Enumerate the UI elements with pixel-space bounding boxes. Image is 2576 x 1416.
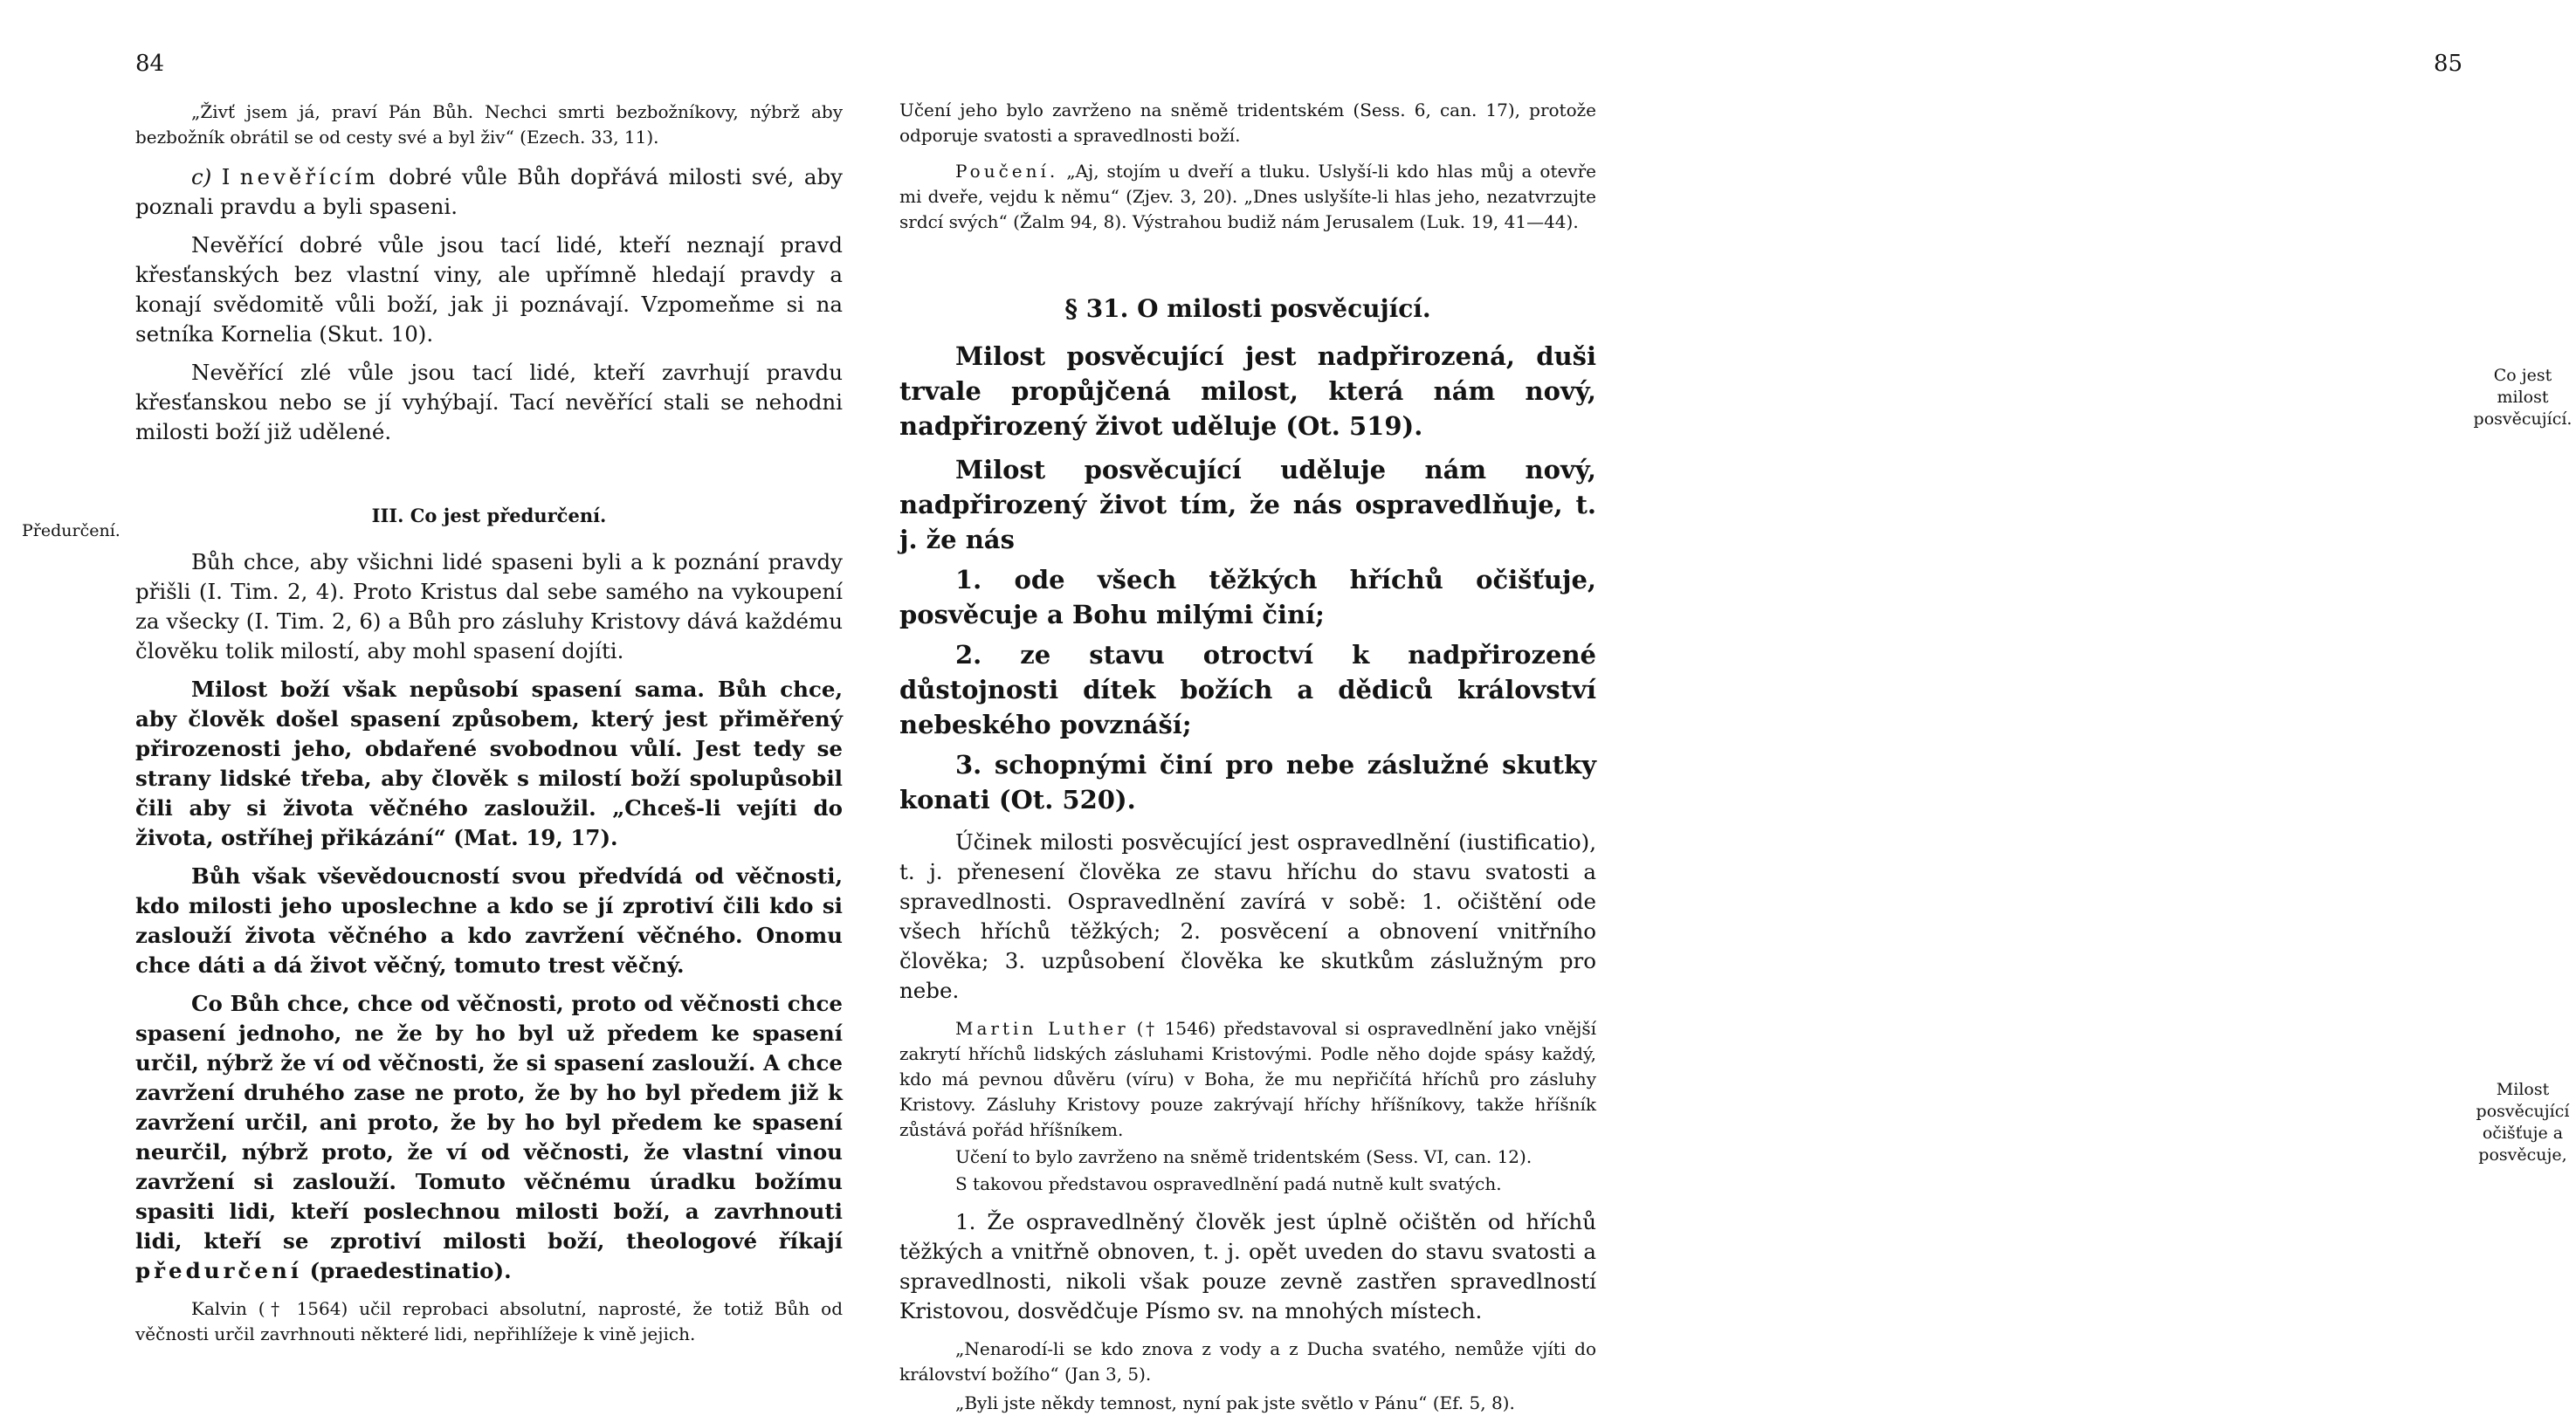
paragraph-main: Co Bůh chce, chce od věčnosti, proto od věčnosti chce spasení jednoho, ne že by ho byl už předem ke spasení určil, nýbrž že ví od věčnosti, že si spasení zaslouží. A chce zavržení druhého zase ne proto, že by ho byl předem již k zavržení určil, ani proto, že by ho byl předem ke spasení neurčil, nýbrž proto, že ví od věčnosti, že vlastní vinou zavržení si zaslouží. Tomuto věčnému úradku božímu spasiti lidi, kteří poslechnou milosti boží, a zavrhnouti lidi, kteří se zprotiví milosti boží, theologové říkají (135, 991, 843, 1254)
margin-note: Předurčení. (22, 521, 121, 540)
paragraph-predestination (135, 989, 843, 1286)
section-title: § 31. O milosti posvěcující. (1064, 294, 1431, 323)
emphasized-term: předurčení (135, 1258, 303, 1283)
quote-ephesians: „Byli jste někdy temnost, nyní pak jste světlo v Pánu“ (Ef. 5, 8). (955, 1392, 1515, 1413)
paragraph-end: (praedestinatio). (309, 1258, 512, 1283)
paragraph-pre: I (221, 164, 231, 189)
quote-ezekiel: „Živť jsem já, praví Pán Bůh. Nechci smrti bezbožníkovy, nýbrž aby bezbožník obrátil se od cesty své a byl živ“ (Ezech. 33, 11). (135, 101, 843, 148)
paragraph-god-wills: Bůh chce, aby všichni lidé spaseni byli a k poznání pravdy přišli (I. Tim. 2, 4). Proto Kristus dal sebe samého na vykoupení za všecky (I. Tim. 2, 6) a Bůh pro zásluhy Kristovy dává každému člověku tolik milostí, aby mohl spasení dojíti. (135, 549, 843, 663)
subsection-heading: III. Co jest předurčení. (371, 505, 607, 526)
paragraph-bad-will: Nevěřící zlé vůle jsou tací lidé, kteří zavrhují pravdu křesťanskou nebo se jí vyhýbají. Tací nevěřící stali se nehodni milosti boží již udělené. (135, 360, 843, 444)
margin-note-cleanses: Milost posvěcující očišťuje a posvěcuje, (2476, 1080, 2570, 1165)
margin-note-sanctifying-grace: Co jest milost posvěcující. (2473, 366, 2573, 429)
paragraph-scripture: 1. Že ospravedlněný člověk jest úplně očištěn od hříchů těžkých a vnitřně obnoven, t. j. opět uveden do stavu svatosti a spravedlnosti, nikoli však pouze zevně zastřen spravedlností Kristovou, dosvědčuje Písmo sv. na mnohých místech. (899, 1209, 1596, 1323)
paragraph-rest: „Aj, stojím u dveří a tluku. Uslyší-li kdo hlas můj a otevře mi dveře, vejdu k němu“ (Zjev. 3, 20). „Dnes uslyšíte-li hlas jeho, nezatvrzujte srdcí svých“ (Žalm 94, 8). Výstrahou budiž nám Jerusalem (Luk. 19, 41—44). (899, 161, 1597, 232)
item-label: c) (191, 164, 212, 189)
emphasized-term: Martin Luther (955, 1018, 1129, 1039)
definition-heading: Milost posvěcující jest nadpřirozená, duši trvale propůjčená milost, která nám nový, nadpřirozený život uděluje (Ot. 519). (899, 341, 1596, 441)
note-saints: S takovou představou ospravedlnění padá nutně kult svatých. (955, 1173, 1502, 1194)
right-column (899, 98, 1596, 1416)
emphasized-term: Poučení. (955, 161, 1059, 182)
point-1: 1. ode všech těžkých hříchů očišťuje, posvěcuje a Bohu milými činí; (899, 565, 1596, 629)
page-number: 85 (2434, 51, 2463, 77)
left-column (135, 98, 843, 1347)
note-luther (899, 1016, 1596, 1143)
heading-justifies: Milost posvěcující uděluje nám nový, nadpřirozený život tím, že nás ospravedlňuje, t. j. že nás (899, 455, 1596, 554)
paragraph-rest: dobré vůle Bůh dopřává milosti své, aby poznali pravdu a byli spaseni. (135, 164, 843, 219)
point-2: 2. ze stavu otroctví k nadpřirozené důstojnosti dítek božích a dědiců království nebeského povznáší; (899, 640, 1596, 739)
paragraph-grace-cooperation: Milost boží však nepůsobí spasení sama. Bůh chce, aby člověk došel spasení způsobem, který jest přiměřený přirozenosti jeho, obdařené svobodnou vůlí. Jest tedy se strany lidské třeba, aby člověk s milostí boží spolupůsobil čili aby si života věčného zasloužil. „Chceš-li vejíti do života, ostříhej přikázání“ (Mat. 19, 17). (135, 677, 843, 850)
paragraph-foreknowledge: Bůh však vševědoucností svou předvídá od věčnosti, kdo milosti jeho uposlechne a kdo se jí zprotiví čili kdo si zaslouží života věčného a kdo zavržení věčného. Onomu chce dáti a dá život věčný, tomuto trest věčný. (135, 863, 843, 978)
paragraph-rest: († 1546) představoval si ospravedlnění jako vnější zakrytí hříchů lidských zásluhami Kristovými. Podle něho dojde spásy každý, kdo má pevnou důvěru (víru) v Boha, že mu nepřičítá hříchů pro zásluhy Kristovy. Zásluhy Kristovy pouze zakrývají hříchy hříšníkovy, takže hříšník zůstává pořád hříšníkem. (899, 1018, 1596, 1140)
point-3: 3. schopnými činí pro nebe záslužné skutky konati (Ot. 520). (899, 750, 1596, 815)
paragraph-justification: Účinek milosti posvěcující jest ospravedlnění (iustificatio), t. j. přenesení člověka ze stavu hříchu do stavu svatosti a spravedlnosti. Ospravedlnění zavírá v sobě: 1. očištění ode všech hříchů těžkých; 2. posvěcení a obnovení vnitřního člověka; 3. uzpůsobení člověka ke skutkům záslužným pro nebe. (899, 829, 1596, 1003)
paragraph-lesson (899, 159, 1596, 235)
page-number: 84 (135, 51, 165, 77)
note-condemned: Učení jeho bylo zavrženo na sněmě tridentském (Sess. 6, can. 17), protože odporuje svatosti a spravedlnosti boží. (899, 100, 1596, 146)
quote-john: „Nenarodí-li se kdo znova z vody a z Ducha svatého, nemůže vjíti do království božího“ (Jan 3, 5). (899, 1338, 1596, 1385)
paragraph-unbelievers (135, 162, 843, 222)
paragraph-good-will: Nevěřící dobré vůle jsou tací lidé, kteří neznají pravd křesťanských bez vlastní viny, ale upřímně hledají pravdy a konají svědomitě vůli boží, jak ji poznávají. Vzpomeňme si na setníka Kornelia (Skut. 10). (135, 232, 843, 347)
note-trent: Učení to bylo zavrženo na sněmě tridentském (Sess. VI, can. 12). (955, 1146, 1533, 1167)
note-calvin: Kalvin († 1564) učil reprobaci absolutní, naprosté, že totiž Bůh od věčnosti určil zavrhnouti některé lidi, nepřihlížeje k vině jejich. (135, 1298, 843, 1344)
emphasized-term: nevěřícím (239, 164, 379, 189)
left-page (0, 0, 864, 1344)
